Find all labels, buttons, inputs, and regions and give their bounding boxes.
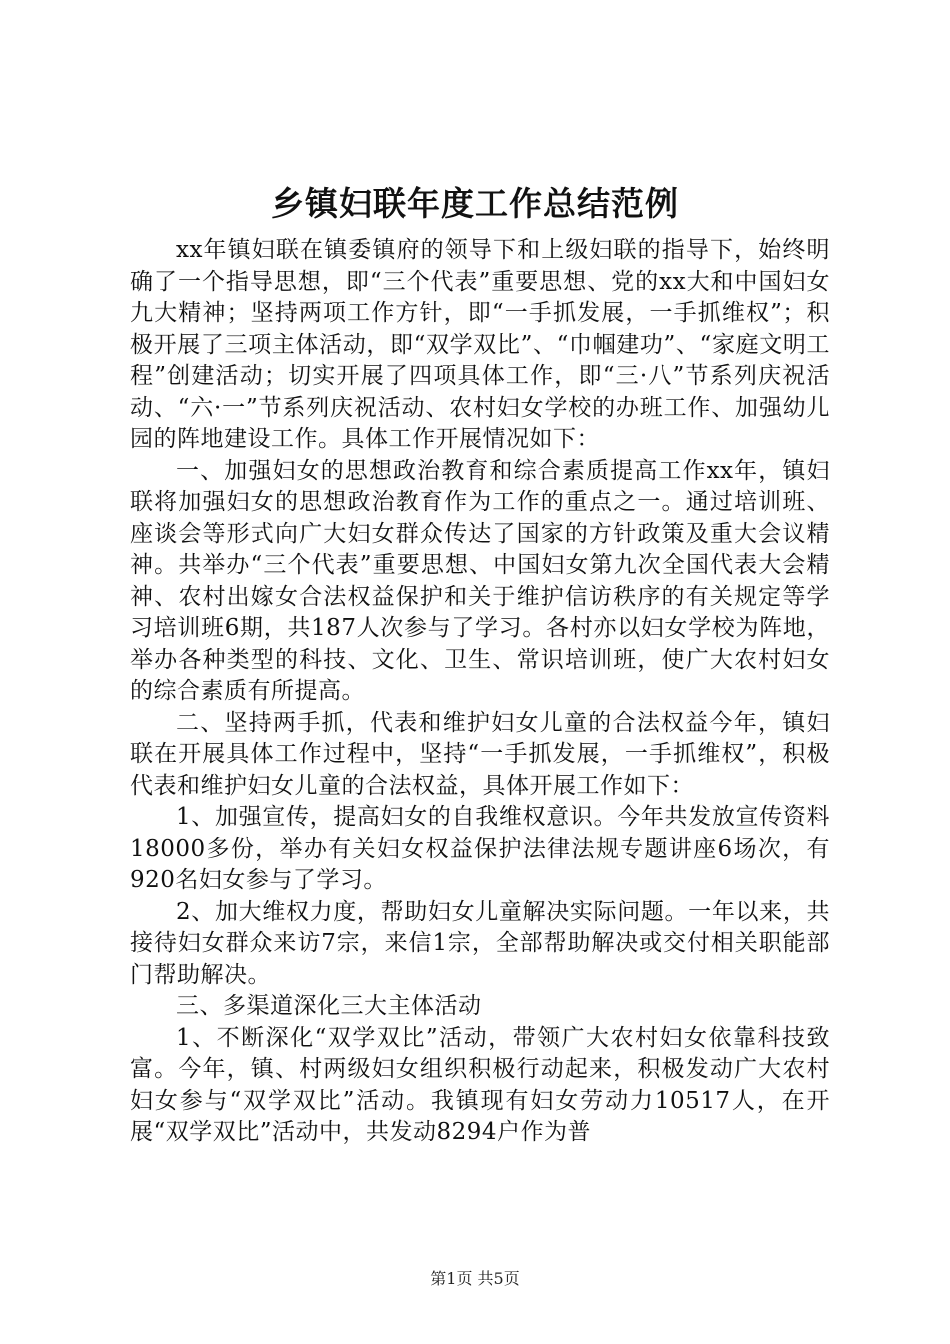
document-body [130, 235, 830, 1149]
paragraph-section-3-item-1: 1、不断深化“双学双比”活动，带领广大农村妇女依靠科技致富。今年，镇、村两级妇女组织积极行动起来，积极发动广大农村妇女参与“双学双比”活动。我镇现有妇女劳动力10517人，在开展“双学双比”活动中，共发动8294户作为普 [130, 1024, 830, 1145]
paragraph-section-2-item-1: 1、加强宣传，提高妇女的自我维权意识。今年共发放宣传资料18000多份，举办有关妇女权益保护法律法规专题讲座6场次，有920名妇女参与了学习。 [130, 804, 830, 893]
paragraph-section-2: 二、坚持两手抓，代表和维护妇女儿童的合法权益今年，镇妇联在开展具体工作过程中，坚持“一手抓发展，一手抓维权”，积极代表和维护妇女儿童的合法权益，具体开展工作如下： [130, 709, 830, 799]
paragraph-section-2-item-2: 2、加大维权力度，帮助妇女儿童解决实际问题。一年以来，共接待妇女群众来访7宗，来信1宗，全部帮助解决或交付相关职能部门帮助解决。 [130, 898, 830, 988]
paragraph-intro: xx年镇妇联在镇委镇府的领导下和上级妇联的指导下，始终明确了一个指导思想，即“三个代表”重要思想、党的xx大和中国妇女九大精神；坚持两项工作方针，即“一手抓发展，一手抓维权”；积极开展了三项主体活动，即“双学双比”、“巾帼建功”、“家庭文明工程”创建活动；切实开展了四项具体工作，即“三·八”节系列庆祝活动、“六·一”节系列庆祝活动、农村妇女学校的办班工作、加强幼儿园的阵地建设工作。具体工作开展情况如下： [130, 237, 830, 452]
paragraph-section-3-heading: 三、多渠道深化三大主体活动 [176, 993, 482, 1019]
document-title: 乡镇妇联年度工作总结范例 [271, 184, 679, 223]
page-footer: 第1页 共5页 [430, 1269, 520, 1288]
paragraph-section-1: 一、加强妇女的思想政治教育和综合素质提高工作xx年，镇妇联将加强妇女的思想政治教育作为工作的重点之一。通过培训班、座谈会等形式向广大妇女群众传达了国家的方针政策及重大会议精神。共举办“三个代表”重要思想、中国妇女第九次全国代表大会精神、农村出嫁女合法权益保护和关于维护信访秩序的有关规定等学习培训班6期，共187人次参与了学习。各村亦以妇女学校为阵地，举办各种类型的科技、文化、卫生、常识培训班，使广大农村妇女的综合素质有所提高。 [130, 457, 830, 704]
